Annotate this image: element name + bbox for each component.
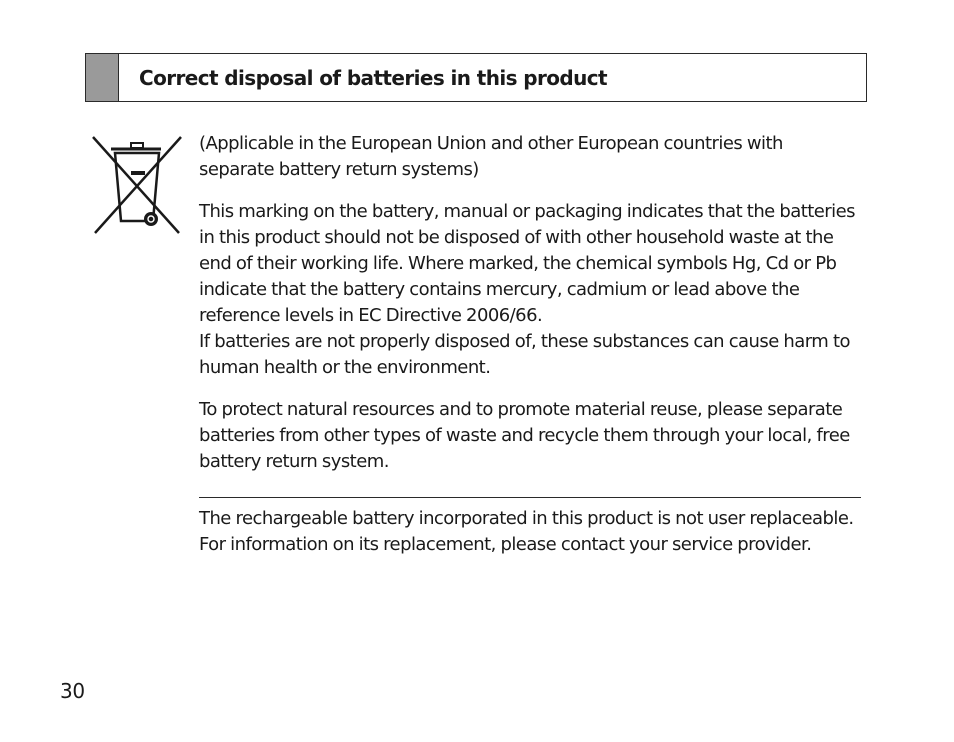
divider bbox=[199, 497, 861, 498]
harm-paragraph: If batteries are not properly disposed of, these substances can cause harm to human health or the environment. bbox=[199, 331, 850, 378]
content-body bbox=[199, 131, 861, 558]
rechargeable-battery-note: The rechargeable battery incorporated in this product is not user replaceable. For information on its replacement, please contact your service provider. bbox=[199, 508, 854, 555]
recycling-paragraph: To protect natural resources and to promote material reuse, please separate batteries from other types of waste and recycle them through your local, free battery return system. bbox=[199, 399, 850, 472]
header-tab bbox=[86, 54, 119, 101]
section-title: Correct disposal of batteries in this product bbox=[139, 65, 607, 90]
applicability-note: (Applicable in the European Union and other European countries with separate battery return systems) bbox=[199, 133, 783, 180]
page-number: 30 bbox=[60, 679, 85, 703]
marking-paragraph: This marking on the battery, manual or packaging indicates that the batteries in this product should not be disposed of with other household waste at the end of their working life. Where marked, the chemical symbols Hg, Cd or Pb indicate that the battery contains mercury, cadmium or lead above the reference levels in EC Directive 2006/66. bbox=[199, 201, 855, 326]
section-header bbox=[85, 53, 867, 102]
crossed-out-wheelie-bin-icon bbox=[91, 133, 183, 237]
